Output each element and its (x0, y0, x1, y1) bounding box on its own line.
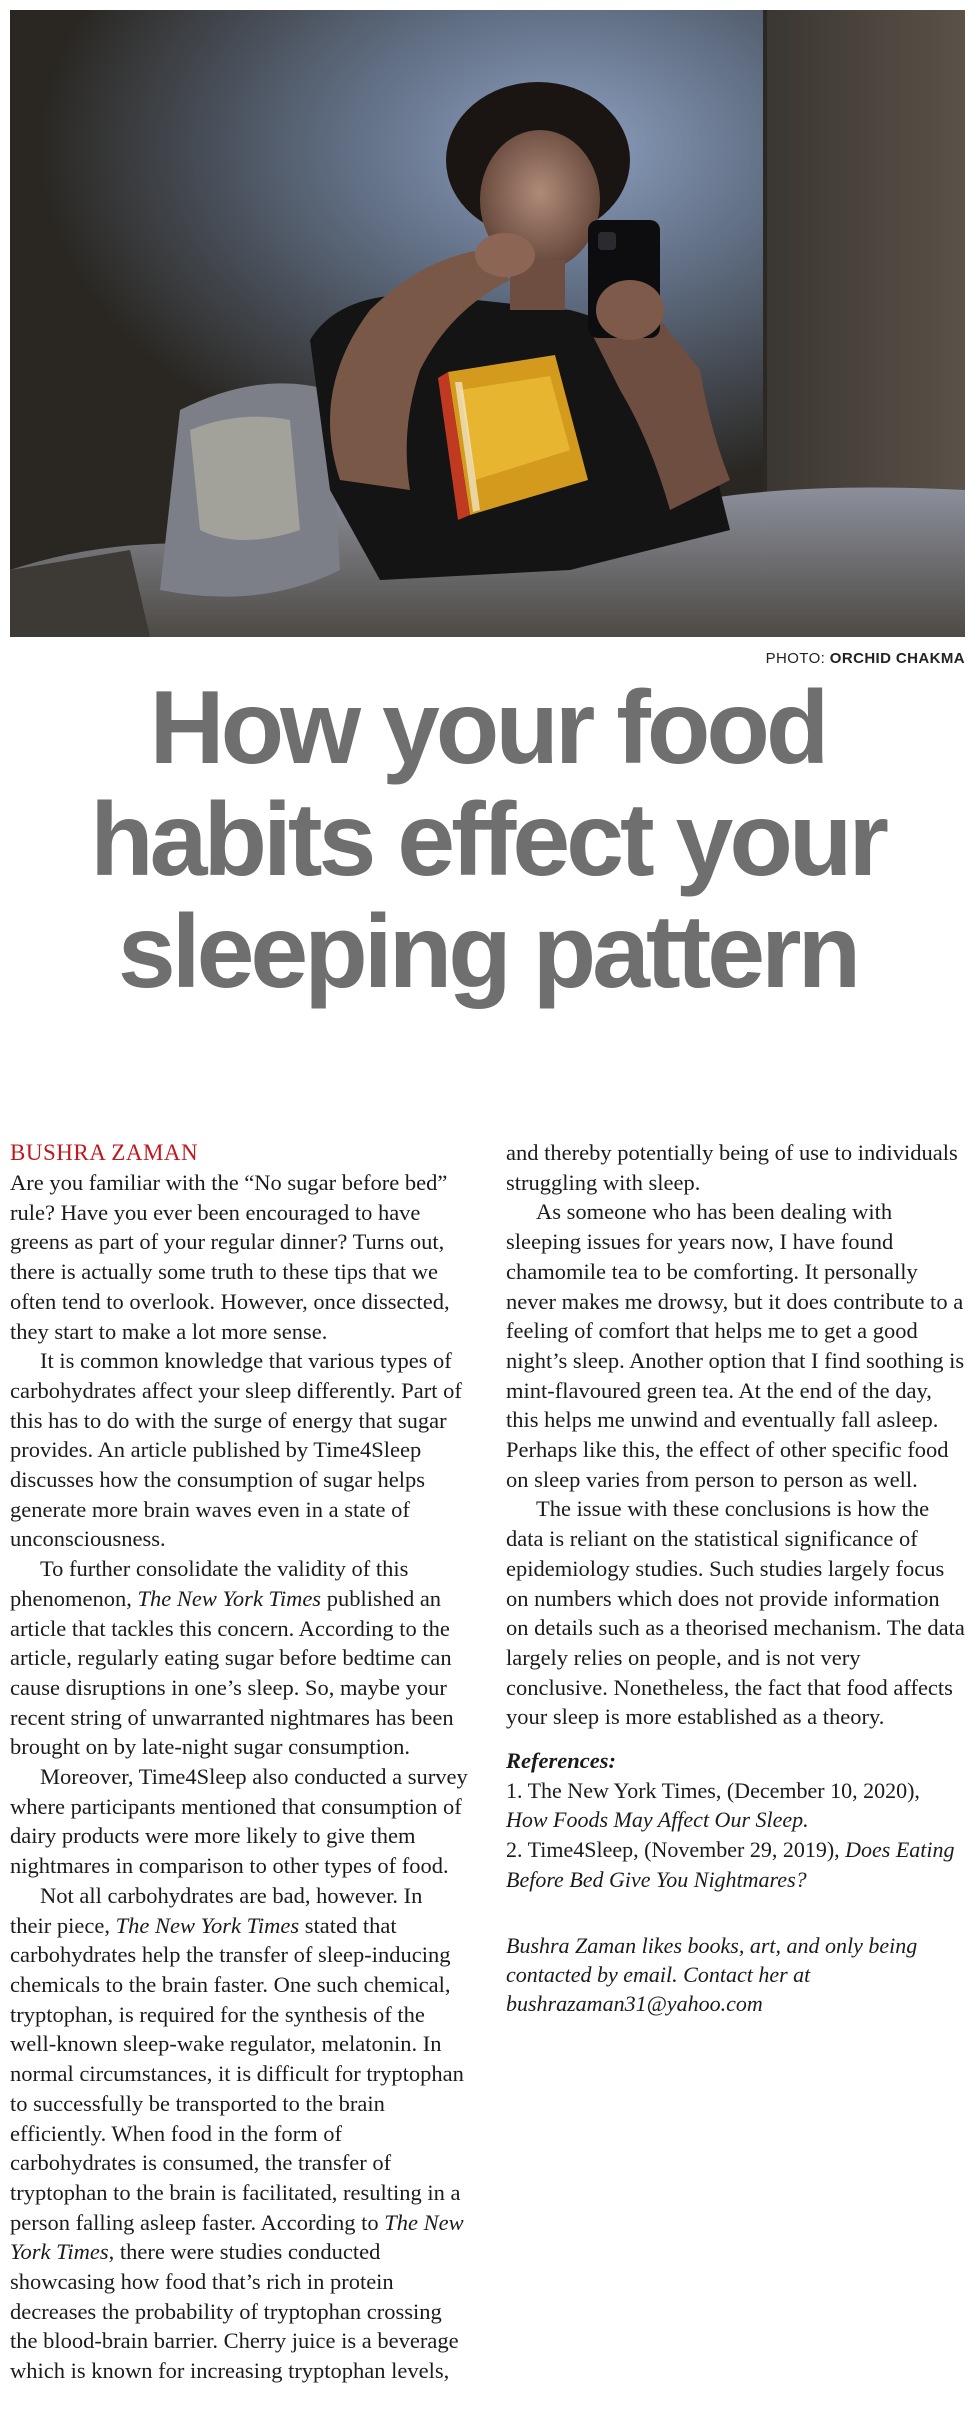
paragraph-1: Are you familiar with the “No sugar before bed” rule? Have you ever been encouraged to have greens as part of your regular dinner? Turns out, there is actually some truth to these tips that we often tend to overlook. However, once dissected, they start to make a lot more sense. (10, 1170, 450, 1344)
paragraph-3 (10, 1554, 468, 1762)
author-bio: Bushra Zaman likes books, art, and only being contacted by email. Contact her at bushrazaman31@yahoo.com (506, 1932, 918, 2016)
publication-name: The New York Times (10, 2209, 464, 2265)
paragraph-7: The issue with these conclusions is how the data is reliant on the statistical significance of epidemiology studies. Such studies largely focus on numbers which does not provide information on details such as a theorised mechanism. The data largely relies on people, and is not very conclusive. Nonetheless, the fact that food affects your sleep is more established as a theory. (506, 1496, 965, 1730)
article-photo (10, 10, 965, 637)
article-column-2 (506, 1138, 966, 2018)
headline-line-3: sleeping pattern (117, 894, 858, 1010)
photo-credit (766, 650, 965, 667)
reference-1-title: How Foods May Affect Our Sleep. (506, 1807, 809, 1833)
paragraph-3-text-b: published an article that tackles this concern. According to the article, regularly eating sugar before bedtime can cause disruptions in one’s sleep. So, maybe your recent string of unwarranted nightmares has been brought on by late-night sugar consumption. (10, 1585, 454, 1760)
references-title: References: (506, 1748, 616, 1774)
photo-credit-prefix: PHOTO: (765, 650, 830, 667)
paragraph-6: As someone who has been dealing with sleeping issues for years now, I have found chamomile tea to be comforting. It personally never makes me drowsy, but it does contribute to a feeling of comfort that helps me to get a good night’s sleep. Another option that I find soothing is mint-flavoured green tea. At the end of the day, this helps me unwind and eventually fall asleep. Perhaps like this, the effect of other specific food on sleep varies from person to person as well. (506, 1199, 965, 1492)
paragraph-5 (10, 1881, 468, 2386)
reference-1-source: 1. The New York Times, (December 10, 2020), (506, 1777, 920, 1803)
headline (0, 672, 975, 1008)
paragraph-3-text-a: To further consolidate the validity of this phenomenon, (10, 1556, 409, 1611)
paragraph-5-text-c: and thereby potentially being of use to individuals struggling with sleep. (506, 1140, 958, 1195)
photo-credit-name: ORCHID CHAKMA (829, 650, 965, 667)
paragraph-5-text-c: , there were studies conducted showcasing how food that’s rich in protein decreases the probability of tryptophan crossing the blood-brain barrier. Cherry juice is a beverage which is known for increasing tryptophan levels, (10, 2239, 459, 2384)
byline: BUSHRA ZAMAN (10, 1140, 199, 1165)
reference-2-title: Does Eating Before Bed Give You Nightmares? (506, 1837, 955, 1892)
reference-2 (506, 1835, 966, 1894)
paragraph-5-text-a: Not all carbohydrates are bad, however. In their piece, (10, 1882, 423, 1938)
reference-1 (506, 1776, 966, 1835)
paragraph-4: Moreover, Time4Sleep also conducted a survey where participants mentioned that consumption of dairy products were more likely to give them nightmares in comparison to other types of food. (10, 1764, 468, 1879)
article-column-1 (10, 1138, 468, 2386)
paragraph-5-continued (506, 1138, 966, 1197)
paragraph-2: It is common knowledge that various types of carbohydrates affect your sleep differently. Part of this has to do with the surge of energy that sugar provides. An article published by Time4Sleep discusses how the consumption of sugar helps generate more brain waves even in a state of unconsciousness. (10, 1348, 462, 1552)
paragraph-5-text-b: stated that carbohydrates help the transfer of sleep-inducing chemicals to the brain faster. One such chemical, tryptophan, is required for the synthesis of the well-known sleep-wake regulator, melatonin. In normal circumstances, it is difficult for tryptophan to successfully be transported to the brain efficiently. When food in the form of carbohydrates is consumed, the transfer of tryptophan to the brain is facilitated, resulting in a person falling asleep faster. According to (10, 1912, 464, 2235)
headline-line-2: habits effect your (90, 782, 885, 898)
headline-line-1: How your food (149, 670, 826, 786)
publication-name: The New York Times (137, 1585, 322, 1611)
photo-illustration (10, 10, 965, 637)
publication-name: The New York Times (115, 1912, 300, 1938)
reference-2-source: 2. Time4Sleep, (November 29, 2019), (506, 1837, 846, 1863)
